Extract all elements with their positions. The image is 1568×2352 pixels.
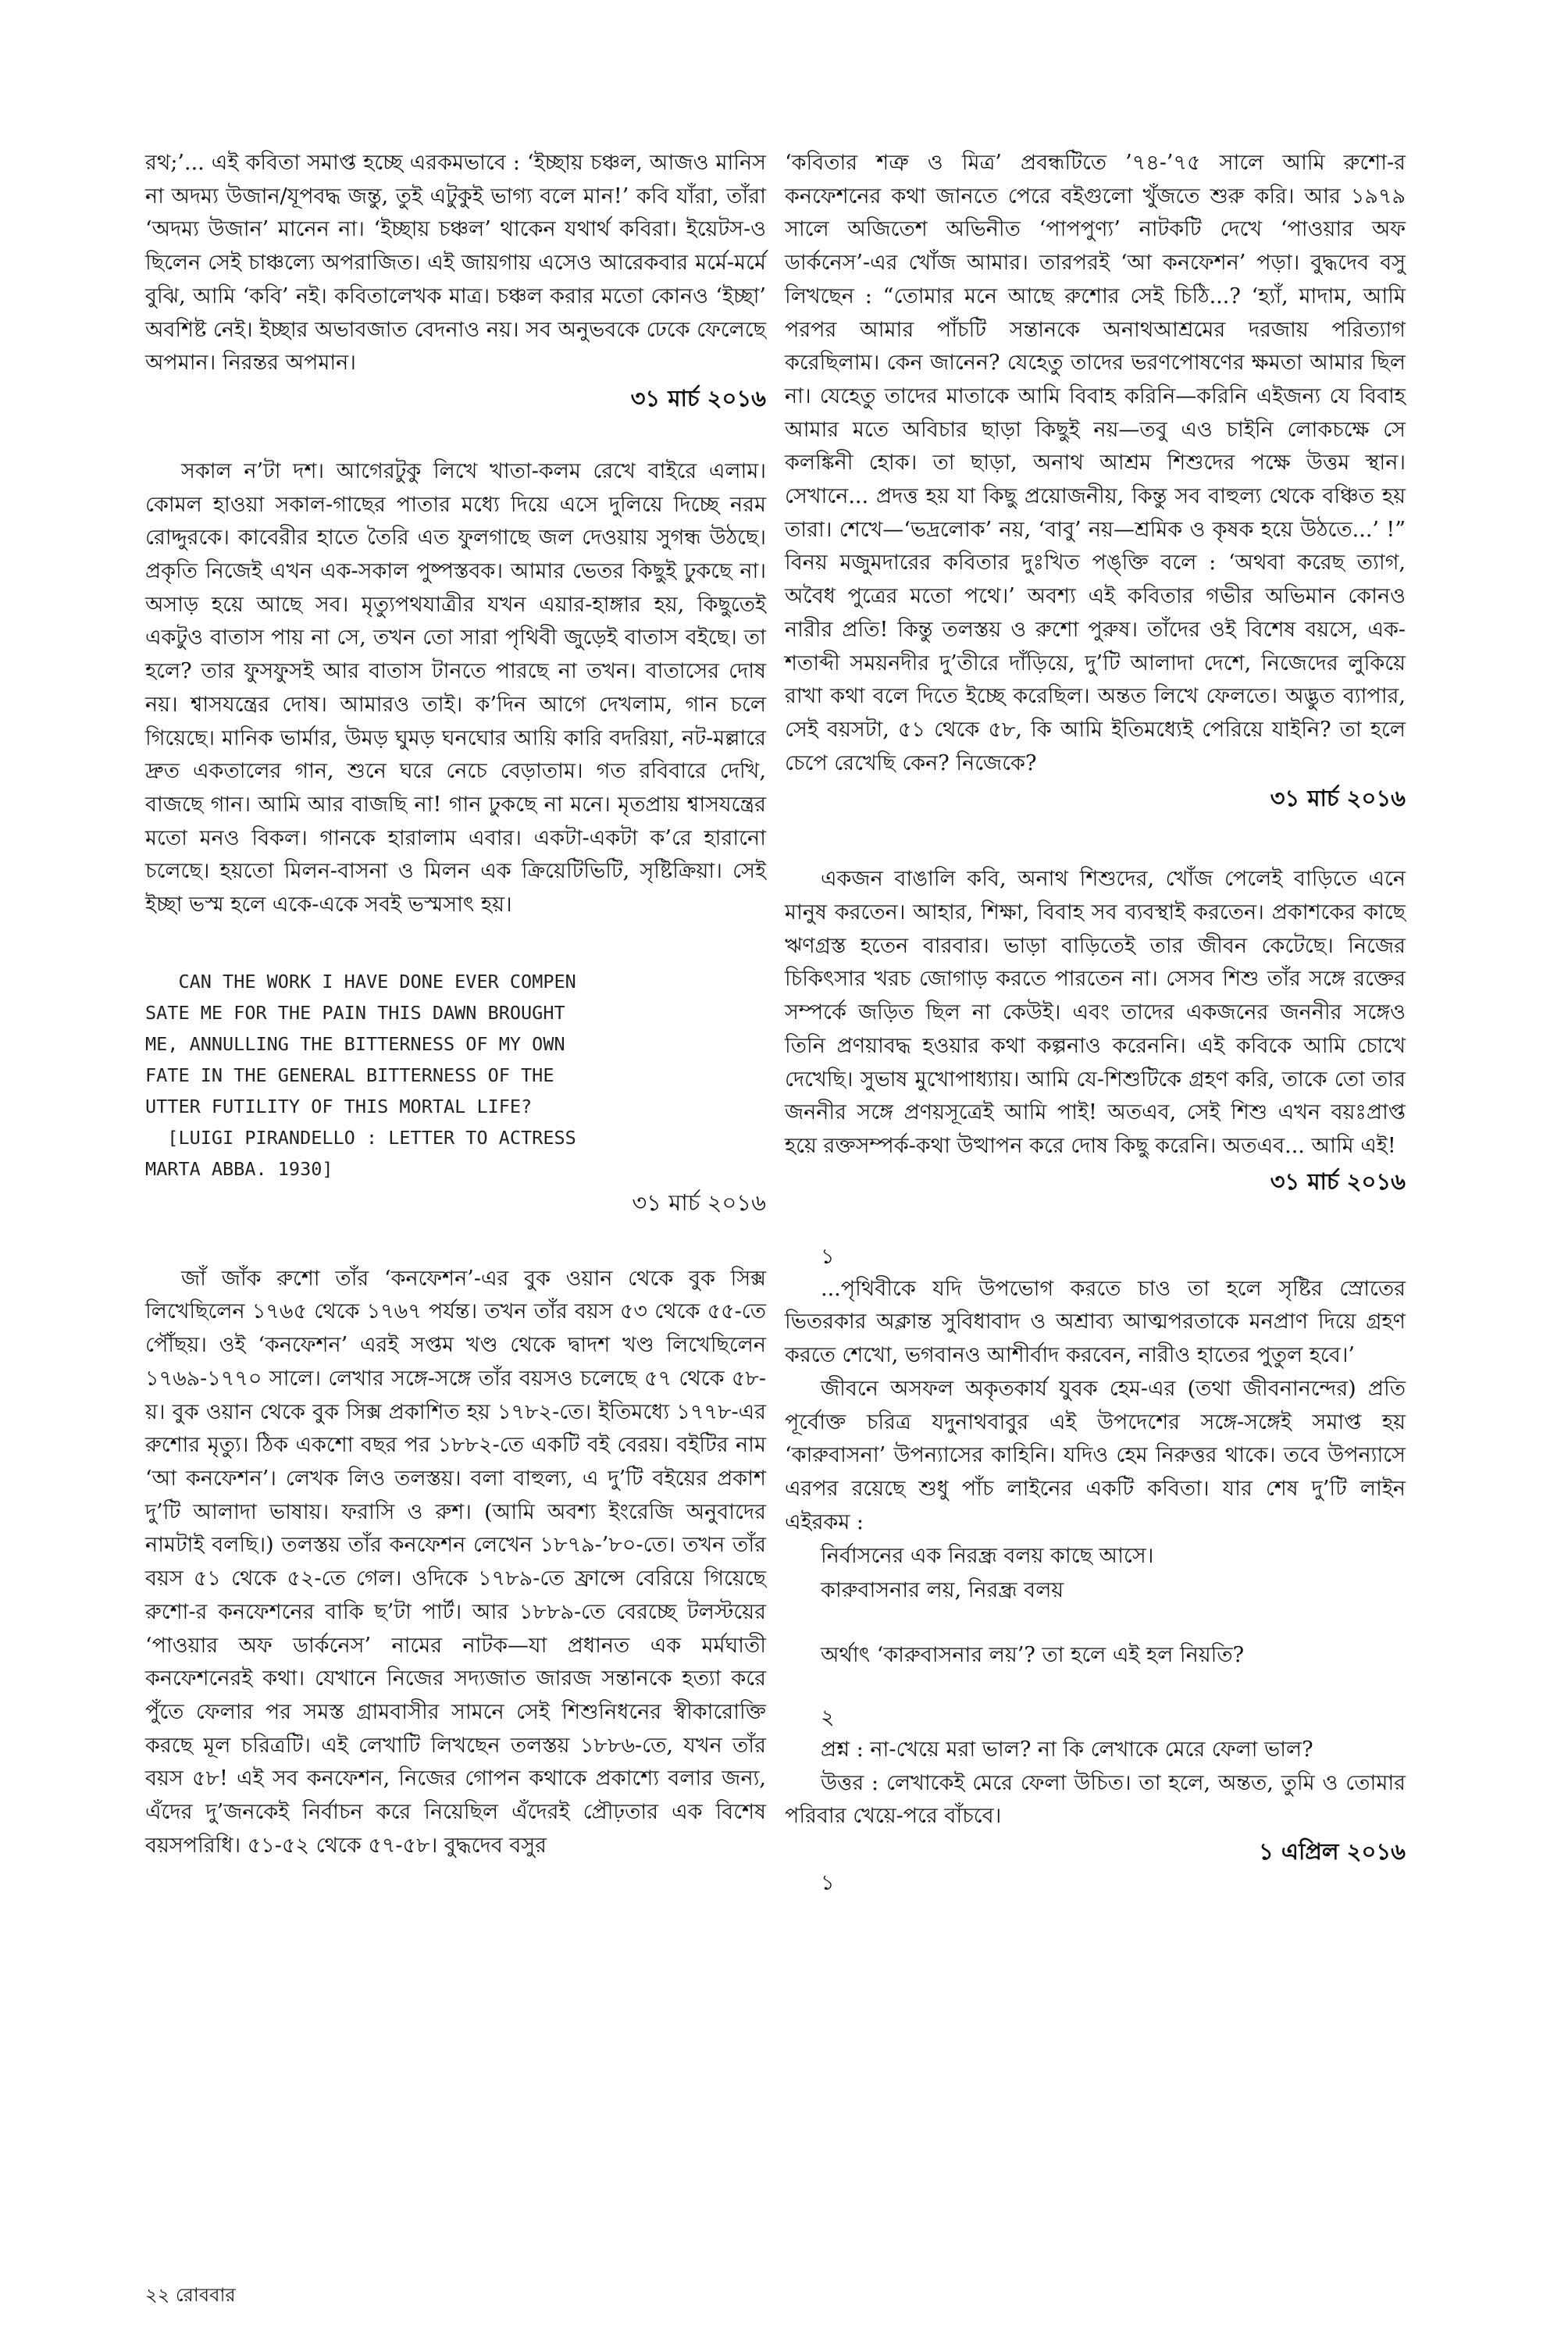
- paragraph: জীবনে অসফল অকৃতকার্য যুবক হেম-এর (তথা জীবনানন্দের) প্রতি পূর্বোক্ত চরিত্র যদুনাথবাবুর এই উপদেশের সঙ্গে-সঙ্গেই সমাপ্ত হয় ‘কারুবাসনা’ উপন্যাসের কাহিনি। যদিও হেম নিরুত্তর থাকে। তবে উপন্যাসে এরপর রয়েছে শুধু পাঁচ লাইনের একটি কবিতা। যার শেষ দু’টি লাইন এইরকম :: [785, 1376, 1406, 1534]
- entry-date: ৩১ মার্চ ২০১৬: [1270, 785, 1406, 812]
- section-number: ২: [821, 1705, 835, 1730]
- verse-line: নির্বাসনের এক নিরন্ধ্র বলয় কাছে আসে।: [821, 1544, 1154, 1569]
- page-footer: ২২ রোববার: [145, 2284, 236, 2306]
- spacer: [145, 415, 766, 455]
- spacer: [785, 1608, 1406, 1639]
- question: প্রশ্ন : না-খেয়ে মরা ভাল? না কি লেখাকে মেরে ফেলা ভাল?: [821, 1737, 1313, 1762]
- left-column: [145, 147, 766, 1862]
- verse-line: কারুবাসনার লয়, নিরন্ধ্র বলয়: [821, 1578, 1064, 1603]
- spacer: [785, 814, 1406, 863]
- spacer: [145, 922, 766, 966]
- paragraph: ...পৃথিবীকে যদি উপভোগ করতে চাও তা হলে সৃষ্টির স্রোতের ভিতরকার অক্লান্ত সুবিধাবাদ ও অশ্রাব্য আত্মপরতাকে মনপ্রাণ দিয়ে গ্রহণ করতে শেখো, ভগবানও আশীর্বাদ করবেন, নারীও হাতের পুতুল হবে।’: [785, 1276, 1406, 1368]
- paragraph: অর্থাৎ ‘কারুবাসনার লয়’? তা হলে এই হল নিয়তি?: [821, 1643, 1245, 1668]
- english-quote: CAN THE WORK I HAVE DONE EVER COMPEN SATE ME FOR THE PAIN THIS DAWN BROUGHT ME, ANNULLING THE BITTERNESS OF MY OWN FATE IN THE GENERAL BITTERNESS OF THE UTTER FUTILITY OF THIS MORTAL LIFE? [LUIGI PIRANDELLO : LETTER TO ACTRESS MARTA ABBA. 1930]: [145, 970, 576, 1180]
- entry-date: ১ এপ্রিল ২০১৬: [1258, 1838, 1406, 1866]
- spacer: [785, 1198, 1406, 1242]
- paragraph: রথ;’... এই কবিতা সমাপ্ত হচ্ছে এরকমভাবে : ‘ইচ্ছায় চঞ্চল, আজও মানিস না অদম্য উজান/যূপবদ্ধ জন্তু, তুই এটুকুই ভাগ্য বলে মান!’ কবি যাঁরা, তাঁরা ‘অদম্য উজান’ মানেন না। ‘ইচ্ছায় চঞ্চল’ থাকেন যথার্থ কবিরা। ইয়েটস-ও ছিলেন সেই চাঞ্চল্যে অপরাজিত। এই জায়গায় এসেও আরেকবার মর্মে-মর্মে বুঝি, আমি ‘কবি’ নই। কবিতালেখক মাত্র। চঞ্চল করার মতো কোনও ‘ইচ্ছা’ অবশিষ্ট নেই। ইচ্ছার অভাবজাত বেদনাও নয়। সব অনুভবকে ঢেকে ফেলেছে অপমান। নিরন্তর অপমান।: [145, 151, 766, 376]
- paragraph: সকাল ন’টা দশ। আগেরটুকু লিখে খাতা-কলম রেখে বাইরে এলাম। কোমল হাওয়া সকাল-গাছের পাতার মধ্যে দিয়ে এসে দুলিয়ে দিচ্ছে নরম রোদ্দুরকে। কাবেরীর হাতে তৈরি এত ফুলগাছে জল দেওয়ায় সুগন্ধ উঠছে। প্রকৃতি নিজেই এখন এক-সকাল পুষ্পস্তবক। আমার ভেতর কিছুই ঢুকছে না। অসাড় হয়ে আছে সব। মৃত্যুপথযাত্রীর যখন এয়ার-হাঙ্গার হয়, কিছুতেই একটুও বাতাস পায় না সে, তখন তো সারা পৃথিবী জুড়েই বাতাস বইছে। তা হলে? তার ফুসফুসই আর বাতাস টানতে পারছে না তখন। বাতাসের দোষ নয়। শ্বাসযন্ত্রের দোষ। আমারও তাই। ক’দিন আগে দেখলাম, গান চলে গিয়েছে। মানিক ভার্মার, উমড় ঘুমড় ঘনঘোর আয়ি কারি বদরিয়া, নট-মল্লারে দ্রুত একতালের গান, শুনে ঘরে নেচে বেড়াতাম। গত রবিবারে দেখি, বাজছে গান। আমি আর বাজছি না! গান ঢুকছে না মনে। মৃতপ্রায় শ্বাসযন্ত্রের মতো মনও বিকল। গানকে হারালাম এবার। একটা-একটা ক’রে হারানো চলেছে। হয়তো মিলন-বাসনা ও মিলন এক ক্রিয়েটিভিটি, সৃষ্টিক্রিয়া। সেই ইচ্ছা ভস্ম হলে একে-একে সবই ভস্মসাৎ হয়।: [145, 458, 766, 918]
- paragraph: জাঁ জাঁক রুশো তাঁর ‘কনফেশন’-এর বুক ওয়ান থেকে বুক সিক্স লিখেছিলেন ১৭৬৫ থেকে ১৭৬৭ পর্যন্ত। তখন তাঁর বয়স ৫৩ থেকে ৫৫-তে পৌঁছয়। ওই ‘কনফেশন’ এরই সপ্তম খণ্ড থেকে দ্বাদশ খণ্ড লিখেছিলেন ১৭৬৯-১৭৭০ সালে। লেখার সঙ্গে-সঙ্গে তাঁর বয়সও চলেছে ৫৭ থেকে ৫৮-য়। বুক ওয়ান থেকে বুক সিক্স প্রকাশিত হয় ১৭৮২-তে। ইতিমধ্যে ১৭৭৮-এর রুশোর মৃত্যু। ঠিক একশো বছর পর ১৮৮২-তে একটি বই বেরয়। বইটির নাম ‘আ কনফেশন’। লেখক লিও তলস্তয়। বলা বাহুল্য, এ দু’টি বইয়ের প্রকাশ দু’টি আলাদা ভাষায়। ফরাসি ও রুশ। (আমি অবশ্য ইংরেজি অনুবাদের নামটাই বলছি।) তলস্তয় তাঁর কনফেশন লেখেন ১৮৭৯-’৮০-তে। তখন তাঁর বয়স ৫১ থেকে ৫২-তে গেল। ওদিকে ১৭৮৯-তে ফ্রান্সে বেরিয়ে গিয়েছে রুশো-র কনফেশনের বাকি ছ’টা পার্ট। আর ১৮৮৯-তে বেরচ্ছে টলস্টয়ের ‘পাওয়ার অফ ডার্কনেস’ নামের নাটক—যা প্রধানত এক মর্মঘাতী কনফেশনেরই কথা। যেখানে নিজের সদ্যজাত জারজ সন্তানকে হত্যা করে পুঁতে ফেলার পর সমস্ত গ্রামবাসীর সামনে সেই শিশুনিধনের স্বীকারোক্তি করছে মূল চরিত্রটি। এই লেখাটি লিখছেন তলস্তয় ১৮৮৬-তে, যখন তাঁর বয়স ৫৮! এই সব কনফেশন, নিজের গোপন কথাকে প্রকাশ্যে বলার জন্য, এঁদের দু’জনকেই নির্বাচন করে নিয়েছিল এঁদেরই প্রৌঢ়তার এক বিশেষ বয়সপরিধি। ৫১-৫২ থেকে ৫৭-৫৮। বুদ্ধদেব বসুর: [145, 1266, 766, 1858]
- answer: উত্তর : লেখাকেই মেরে ফেলা উচিত। তা হলে, অন্তত, তুমি ও তোমার পরিবার খেয়ে-পরে বাঁচবে।: [785, 1770, 1406, 1829]
- entry-date: ৩১ মার্চ ২০১৬: [632, 1188, 766, 1216]
- spacer: [785, 1673, 1406, 1702]
- section-number: ১: [821, 1871, 835, 1896]
- right-column: [785, 147, 1406, 1899]
- paragraph: একজন বাঙালি কবি, অনাথ শিশুদের, খোঁজ পেলেই বাড়িতে এনে মানুষ করতেন। আহার, শিক্ষা, বিবাহ সব ব্যবস্থাই করতেন। প্রকাশকের কাছে ঋণগ্রস্ত হতেন বারবার। ভাড়া বাড়িতেই তার জীবন কেটেছে। নিজের চিকিৎসার খরচ জোগাড় করতে পারতেন না। সেসব শিশু তাঁর সঙ্গে রক্তের সম্পর্কে জড়িত ছিল না কেউই। এবং তাদের একজনের জননীর সঙ্গেও তিনি প্রণয়াবদ্ধ হওয়ার কথা কল্পনাও করেননি। এই কবিকে আমি চোখে দেখেছি। সুভাষ মুখোপাধ্যায়। আমি যে-শিশুটিকে গ্রহণ করি, তাকে তো তার জননীর সঙ্গে প্রণয়সূত্রেই আমি পাই! অতএব, সেই শিশু এখন বয়ঃপ্রাপ্ত হয়ে রক্তসম্পর্ক-কথা উত্থাপন করে দোষ কিছু করেনি। অতএব... আমি এই!: [785, 867, 1406, 1158]
- entry-date: ৩১ মার্চ ২০১৬: [1270, 1167, 1406, 1195]
- section-number: ১: [821, 1244, 835, 1269]
- spacer: [145, 1219, 766, 1263]
- paragraph: ‘কবিতার শত্রু ও মিত্র’ প্রবন্ধটিতে ’৭৪-’৭৫ সালে আমি রুশো-র কনফেশনের কথা জানতে পেরে বইগুলো খুঁজতে শুরু করি। আর ১৯৭৯ সালে অজিতেশ অভিনীত ‘পাপপুণ্য’ নাটকটি দেখে ‘পাওয়ার অফ ডার্কনেস’-এর খোঁজ আমার। তারপরই ‘আ কনফেশন’ পড়া। বুদ্ধদেব বসু লিখছেন : “তোমার মনে আছে রুশোর সেই চিঠি...? ‘হ্যাঁ, মাদাম, আমি পরপর আমার পাঁচটি সন্তানকে অনাথআশ্রমের দরজায় পরিত্যাগ করেছিলাম। কেন জানেন? যেহেতু তাদের ভরণপোষণের ক্ষমতা আমার ছিল না। যেহেতু তাদের মাতাকে আমি বিবাহ করিনি—করিনি এইজন্য যে বিবাহ আমার মতে অবিচার ছাড়া কিছুই নয়—তবু এও চাইনি লোকচক্ষে সে কলঙ্কিনী হোক। তা ছাড়া, অনাথ আশ্রম শিশুদের পক্ষে উত্তম স্থান। সেখানে... প্রদত্ত হয় যা কিছু প্রয়োজনীয়, কিন্তু সব বাহুল্য থেকে বঞ্চিত হয় তারা। শেখে—‘ভদ্রলোক’ নয়, ‘বাবু’ নয়—শ্রমিক ও কৃষক হয়ে উঠতে...’ !” বিনয় মজুমদারের কবিতার দুঃখিত পঙ্‌ক্তি বলে : ‘অথবা করেছ ত্যাগ, অবৈধ পুত্রের মতো পথে।’ অবশ্য এই কবিতার গভীর অভিমান কোনও নারীর প্রতি! কিন্তু তলস্তয় ও রুশো পুরুষ। তাঁদের ওই বিশেষ বয়সে, এক-শতাব্দী সময়নদীর দু’তীরে দাঁড়িয়ে, দু’টি আলাদা দেশে, নিজেদের লুকিয়ে রাখা কথা বলে দিতে ইচ্ছে করেছিল। অন্তত লিখে ফেলতে। অদ্ভুত ব্যাপার, সেই বয়সটা, ৫১ থেকে ৫৮, কি আমি ইতিমধ্যেই পেরিয়ে যাইনি? তা হলে চেপে রেখেছি কেন? নিজেকে?: [785, 151, 1406, 775]
- entry-date: ৩১ মার্চ ২০১৬: [630, 384, 766, 412]
